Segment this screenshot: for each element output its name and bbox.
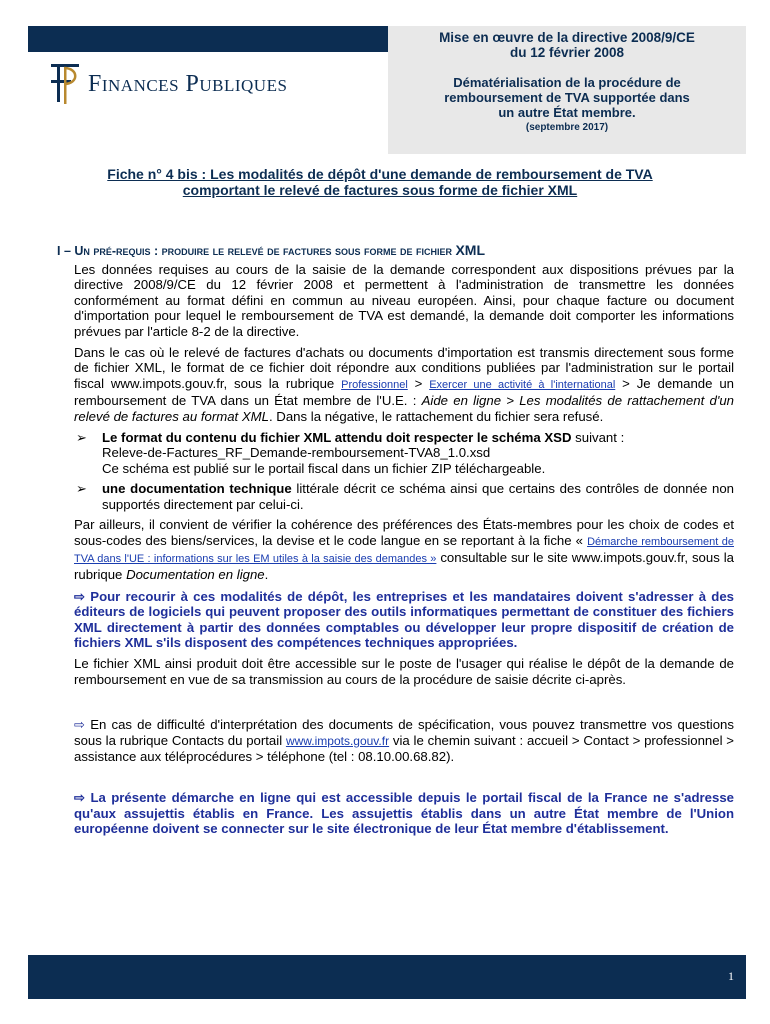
- bullet-xsd: [74, 430, 734, 476]
- bullet-documentation-text: littérale décrit ce schéma ainsi que certains des contrôles de donnée non supportés directement par celui-ci.: [102, 481, 734, 512]
- finances-publiques-logo: [48, 62, 287, 106]
- link-professionnel[interactable]: Professionnel: [341, 378, 408, 391]
- link-impots-gouv[interactable]: www.impots.gouv.fr: [285, 733, 390, 748]
- section-heading-xml: XML: [455, 242, 486, 258]
- fp-monogram-icon: [48, 62, 82, 106]
- logo-text: Finances Publiques: [88, 70, 288, 97]
- footer-bar: [28, 955, 746, 999]
- paragraph-3-text-b: consultable sur le site www.impots.gouv.fr, sous la rubrique: [74, 549, 734, 583]
- paragraph-2-italic: Aide en ligne > Les modalités de rattachement d'un relevé de factures au format XML: [74, 393, 735, 424]
- link-exercer-international[interactable]: Exercer une activité à l'international: [429, 378, 616, 391]
- header-subtitle-line-1: Dématérialisation de la procédure de: [453, 75, 681, 90]
- bullet-xsd-text: suivant :: [575, 430, 625, 446]
- header-title-line-2: du 12 février 2008: [509, 45, 625, 60]
- fiche-title-line-2: comportant le relevé de factures sous forme de fichier XML: [182, 182, 578, 198]
- paragraph-3: [74, 517, 734, 583]
- bullet-documentation: [74, 481, 734, 512]
- paragraph-2-text-c: . Dans la négative, le rattachement du fichier sera refusé.: [268, 408, 604, 424]
- bullet-xsd-bold: Le format du contenu du fichier XML attendu doit respecter le schéma XSD: [102, 430, 572, 446]
- page-number: 1: [728, 969, 734, 983]
- bullet-documentation-bold: une documentation technique: [102, 481, 292, 497]
- paragraph-4: ⇨ Pour recourir à ces modalités de dépôt, les entreprises et les mandataires doivent s'adresser à des éditeurs de logiciels qui peuvent proposer des outils informatiques permettant de constituer des fichiers XML directement à partir des données comptables ou développer leur propre dispositif de création de fichiers XML s'ils disposent des compétences techniques appropriées.: [74, 588, 734, 650]
- arrow-icon: ⇨: [74, 717, 86, 733]
- bullet-xsd-filename: Releve-de-Factures_RF_Demande-remboursement-TVA8_1.0.xsd: [102, 445, 491, 461]
- paragraph-3-italic: Documentation en ligne: [126, 567, 265, 583]
- paragraph-5: Le fichier XML ainsi produit doit être accessible sur le poste de l'usager qui réalise le dépôt de la demande de remboursement en vue de sa transmission au cours de la procédure de saisie décrite ci-après.: [74, 656, 734, 687]
- header-title-box: [388, 26, 746, 154]
- link-demarche-remboursement[interactable]: Démarche remboursement de TVA dans l'UE : informations sur les EM utiles à la saisie des demandes »: [74, 535, 734, 565]
- header-date: (septembre 2017): [525, 122, 609, 133]
- paragraph-2-separator: >: [414, 375, 423, 391]
- header-bar: [28, 26, 388, 52]
- paragraph-6-text-b: via le chemin suivant : accueil > Contact > professionnel > assistance aux téléprocédures > téléphone (tel : 08.10.00.68.82).: [74, 732, 735, 764]
- header-title-line-1: Mise en œuvre de la directive 2008/9/CE: [439, 30, 695, 45]
- document-body: [74, 262, 734, 843]
- paragraph-3-end: .: [264, 567, 269, 583]
- paragraph-6: [74, 717, 734, 764]
- paragraph-6-text-a: En cas de difficulté d'interprétation des documents de spécification, vous pouvez transmettre vos questions sous la rubrique Contacts du portail: [74, 717, 734, 748]
- fiche-title-line-1: Fiche n° 4 bis : Les modalités de dépôt d'une demande de remboursement de TVA: [107, 166, 653, 182]
- arrow-bullet-icon: ➢: [76, 430, 88, 446]
- paragraph-1: Les données requises au cours de la saisie de la demande correspondent aux dispositions prévues par la directive 2008/9/CE du 12 février 2008 et permettent à l'administration de transmettre les données conformément au format défini en commun au niveau européen. Ainsi, pour chaque facture ou document d'importation pour lequel le remboursement de TVA est demandé, la demande doit comporter les informations prévues par l'article 8-2 de la directive.: [74, 262, 734, 339]
- arrow-bullet-icon: ➢: [76, 481, 88, 497]
- paragraph-7: ⇨ La présente démarche en ligne qui est accessible depuis le portail fiscal de la France ne s'adresse qu'aux assujettis établis en France. Les assujettis établis dans un autre État membre de l'Union européenne doivent se connecter sur le site électronique de leur État membre d'établissement.: [74, 790, 734, 837]
- fiche-title: [60, 166, 700, 198]
- bullet-xsd-note: Ce schéma est publié sur le portail fiscal dans un fichier ZIP téléchargeable.: [102, 460, 546, 476]
- paragraph-2-text-a: Dans le cas où le relevé de factures d'achats ou documents d'importation est transmis directement sous forme de fichier XML, le format de ce fichier doit répondre aux conditions publiées par l'administration sur le portail fiscal www.impots.gouv.fr, sous la rubrique: [74, 345, 734, 391]
- section-heading-text: I – Un pré-requis : produire le relevé de factures sous forme de fichier: [57, 244, 452, 258]
- section-heading: [57, 242, 485, 258]
- paragraph-2: [74, 345, 734, 424]
- header-subtitle-line-3: un autre État membre.: [498, 105, 636, 120]
- paragraph-3-text-a: Par ailleurs, il convient de vérifier la cohérence des préférences des États-membres pour les choix de codes et sous-codes des biens/services, la devise et le code langue en se reportant à la fiche «: [74, 517, 734, 548]
- header-subtitle-line-2: remboursement de TVA supportée dans: [444, 90, 690, 105]
- paragraph-2-text-b: > Je demande un remboursement de TVA dans un État membre de l'U.E. :: [74, 375, 734, 409]
